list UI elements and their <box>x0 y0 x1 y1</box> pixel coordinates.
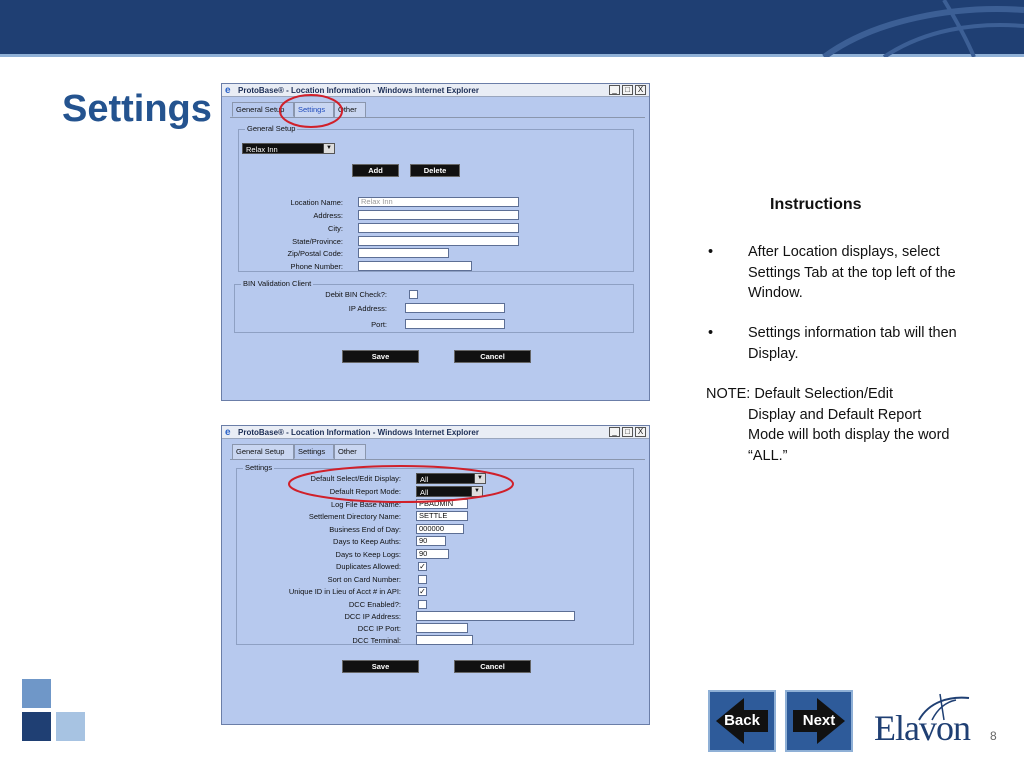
tab-general-setup[interactable]: General Setup <box>232 102 294 117</box>
decor-square-pale <box>56 712 85 741</box>
ip-address-label: IP Address: <box>348 304 387 313</box>
phone-number-input[interactable] <box>358 261 472 271</box>
unique-id-label: Unique ID in Lieu of Acct # in API: <box>288 587 401 596</box>
instruction-text-1: After Location displays, select Settings Tab at the top left of the Window. <box>748 244 956 301</box>
slide-title: Settings <box>62 88 212 130</box>
instruction-text-2: Settings information tab will then Display. <box>748 325 957 362</box>
unique-id-checkbox[interactable]: ✓ <box>419 587 426 596</box>
window-titlebar <box>222 426 649 439</box>
bullet-dot: • <box>708 325 714 341</box>
business-end-of-day-label: Business End of Day: <box>329 525 401 534</box>
note-first-line: NOTE: Default Selection/Edit <box>706 386 893 402</box>
save-button[interactable]: Save <box>342 350 419 363</box>
dcc-terminal-input[interactable] <box>416 635 473 645</box>
dcc-enabled-label: DCC Enabled?: <box>348 600 401 609</box>
decor-square-light <box>22 679 51 708</box>
settlement-directory-input[interactable]: SETTLE <box>416 511 468 521</box>
chevron-down-icon: ▼ <box>471 487 482 496</box>
settlement-directory-label: Settlement Directory Name: <box>308 512 401 521</box>
location-select[interactable] <box>242 143 335 154</box>
duplicates-allowed-checkbox[interactable]: ✓ <box>419 562 426 571</box>
logo-text: Elavon <box>874 708 970 748</box>
business-end-of-day-input[interactable]: 000000 <box>416 524 464 534</box>
tab-divider <box>230 459 645 460</box>
days-keep-auths-label: Days to Keep Auths: <box>333 537 401 546</box>
sort-card-number-checkbox[interactable] <box>418 575 427 584</box>
chevron-down-icon: ▼ <box>474 474 485 483</box>
next-label: Next <box>802 712 836 729</box>
chevron-down-icon: ▼ <box>323 144 334 153</box>
state-province-input[interactable] <box>358 236 519 246</box>
minimize-button[interactable]: _ <box>609 427 620 437</box>
tab-settings[interactable]: Settings <box>294 444 334 459</box>
log-file-base-name-label: Log File Base Name: <box>330 500 401 509</box>
location-window-general <box>221 83 650 401</box>
city-input[interactable] <box>358 223 519 233</box>
instructions-title: Instructions <box>770 196 862 213</box>
log-file-base-name-input[interactable]: PBADMIN <box>416 499 468 509</box>
maximize-button[interactable]: □ <box>622 427 633 437</box>
sort-card-number-label: Sort on Card Number: <box>327 575 401 584</box>
close-button[interactable]: X <box>635 85 646 95</box>
cancel-button[interactable]: Cancel <box>454 660 531 673</box>
default-report-mode-label: Default Report Mode: <box>329 487 401 496</box>
save-button[interactable]: Save <box>342 660 419 673</box>
default-select-edit-value: All <box>420 475 429 484</box>
city-label: City: <box>328 224 343 233</box>
default-report-mode-dropdown[interactable] <box>416 486 483 497</box>
bullet-dot: • <box>708 244 714 260</box>
default-report-mode-value: All <box>420 488 429 497</box>
dcc-ip-address-label: DCC IP Address: <box>344 612 401 621</box>
duplicates-allowed-label: Duplicates Allowed: <box>335 562 401 571</box>
dcc-ip-port-label: DCC IP Port: <box>357 624 401 633</box>
location-window-settings <box>221 425 650 725</box>
dcc-ip-port-input[interactable] <box>416 623 468 633</box>
location-name-input[interactable]: Relax Inn <box>358 197 519 207</box>
debit-bin-checkbox[interactable] <box>409 290 418 299</box>
tab-general-setup[interactable]: General Setup <box>232 444 294 459</box>
days-keep-logs-label: Days to Keep Logs: <box>335 550 401 559</box>
ie-icon: e <box>225 427 231 438</box>
zip-postal-label: Zip/Postal Code: <box>287 249 343 258</box>
window-title: ProtoBase® - Location Information - Windows Internet Explorer <box>238 428 479 437</box>
days-keep-auths-input[interactable]: 90 <box>416 536 446 546</box>
window-title: ProtoBase® - Location Information - Windows Internet Explorer <box>238 86 479 95</box>
default-select-edit-label: Default Select/Edit Display: <box>310 474 401 483</box>
address-input[interactable] <box>358 210 519 220</box>
state-province-label: State/Province: <box>292 237 343 246</box>
settings-legend: Settings <box>245 463 273 472</box>
port-input[interactable] <box>405 319 505 329</box>
tab-other[interactable]: Other <box>334 102 366 117</box>
minimize-button[interactable]: _ <box>609 85 620 95</box>
address-label: Address: <box>313 211 343 220</box>
dcc-ip-address-input[interactable] <box>416 611 575 621</box>
general-setup-legend: General Setup <box>247 124 296 133</box>
ip-address-input[interactable] <box>405 303 505 313</box>
dcc-enabled-checkbox[interactable] <box>418 600 427 609</box>
zip-postal-input[interactable] <box>358 248 449 258</box>
days-keep-logs-input[interactable]: 90 <box>416 549 449 559</box>
tab-settings[interactable]: Settings <box>294 102 334 117</box>
maximize-button[interactable]: □ <box>622 85 633 95</box>
close-button[interactable]: X <box>635 427 646 437</box>
tab-other[interactable]: Other <box>334 444 366 459</box>
port-label: Port: <box>371 320 387 329</box>
location-select-value: Relax Inn <box>246 145 278 154</box>
add-button[interactable]: Add <box>352 164 399 177</box>
decor-square-dark <box>22 712 51 741</box>
banner-swoosh-decoration <box>794 0 1024 57</box>
note-rest: Display and Default Report Mode will both display the word “ALL.” <box>748 406 950 464</box>
ie-icon: e <box>225 85 231 96</box>
cancel-button[interactable]: Cancel <box>454 350 531 363</box>
dcc-terminal-label: DCC Terminal: <box>352 636 401 645</box>
back-label: Back <box>724 712 760 729</box>
back-button[interactable] <box>708 690 776 752</box>
elavon-logo <box>874 698 980 748</box>
top-banner <box>0 0 1024 57</box>
page-number: 8 <box>990 729 997 743</box>
next-button[interactable] <box>785 690 853 752</box>
tab-divider <box>230 117 645 118</box>
instruction-note <box>706 384 961 466</box>
bin-validation-legend: BIN Validation Client <box>243 279 312 288</box>
window-titlebar <box>222 84 649 97</box>
phone-number-label: Phone Number: <box>290 262 343 271</box>
delete-button[interactable]: Delete <box>410 164 460 177</box>
default-select-edit-dropdown[interactable] <box>416 473 486 484</box>
debit-bin-label: Debit BIN Check?: <box>325 290 387 299</box>
location-name-label: Location Name: <box>290 198 343 207</box>
